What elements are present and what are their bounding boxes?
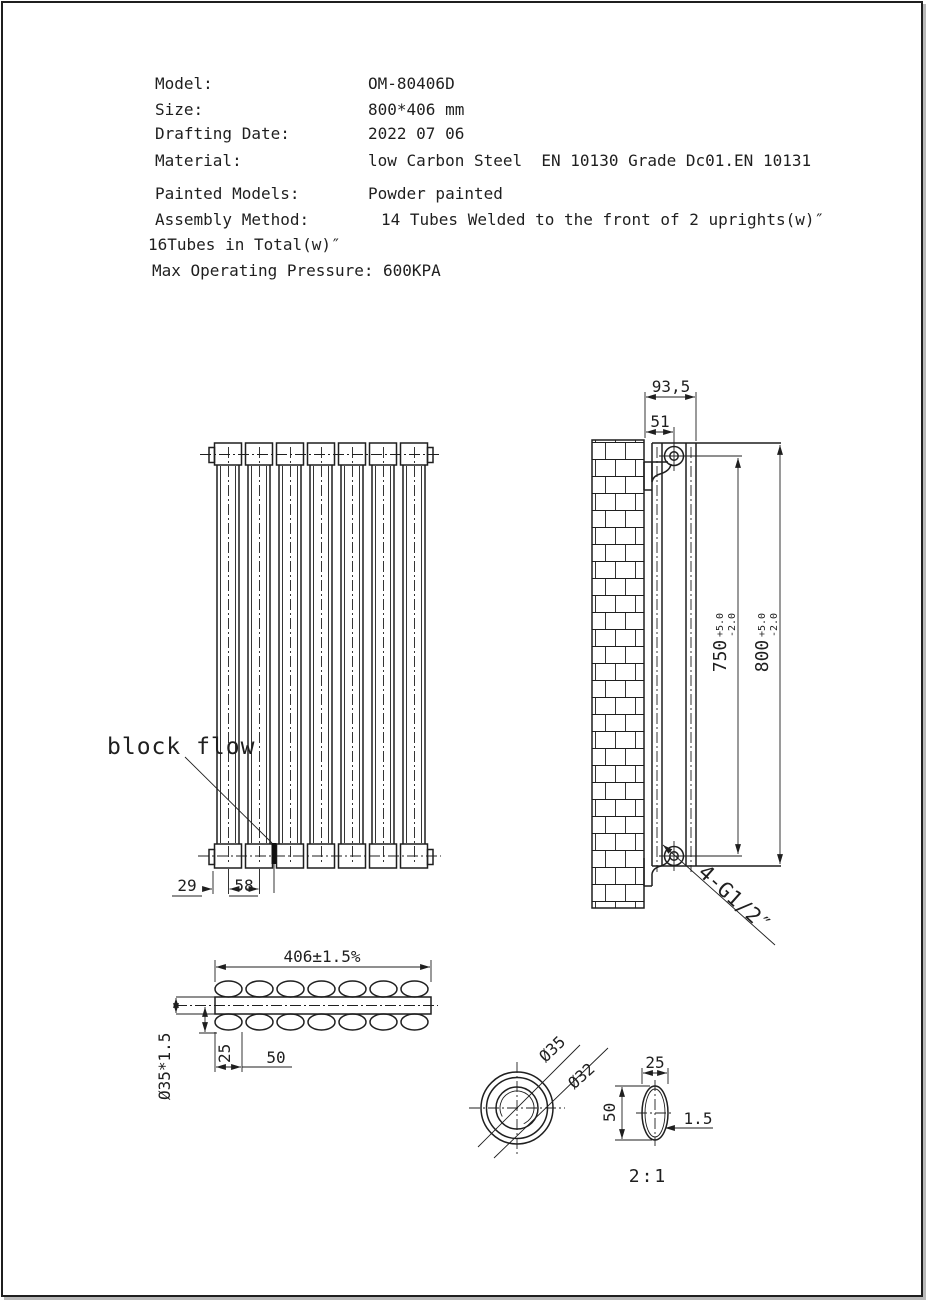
spec-label: Max Operating Pressure: (152, 261, 374, 280)
dim-tube-spec: Ø35*1.5 (155, 1032, 174, 1100)
spec-value: 2022 07 06 (368, 124, 465, 143)
front-view (107, 443, 441, 896)
block-flow-label: block flow (107, 734, 256, 760)
header-end-cap (209, 850, 215, 865)
side-view (592, 377, 781, 945)
dim-wall: 1.5 (683, 1109, 713, 1128)
header-end-cap (428, 850, 434, 865)
top-mount-boss (644, 442, 742, 490)
connection-label: 4-G1/2″ (693, 859, 776, 937)
spec-label: Material: (155, 151, 242, 170)
spec-label: Model: (155, 74, 213, 93)
dim-50-plan: 50 (266, 1048, 286, 1067)
svg-text:+5.0: +5.0 (757, 612, 768, 637)
svg-text:-2.0: -2.0 (727, 612, 738, 637)
dia-outer-label: Ø35 (535, 1032, 570, 1066)
header-end-cap (428, 448, 434, 463)
dim-29: 29 (177, 876, 197, 895)
plan-view (155, 947, 438, 1100)
spec-label: Size: (155, 100, 204, 119)
dim-50-oval: 50 (600, 1102, 619, 1122)
dia32-leader (494, 1048, 608, 1158)
svg-text:750: 750 (710, 639, 731, 673)
svg-text:+5.0: +5.0 (715, 612, 726, 637)
spec-value: 800*406 mm (368, 100, 465, 119)
dim-58: 58 (234, 876, 254, 895)
svg-text:800: 800 (752, 639, 773, 673)
dim-406: 406±1.5% (283, 947, 361, 966)
spec-label: Painted Models: (155, 184, 300, 203)
dim-93-5: 93,5 (651, 377, 691, 396)
dia35-leader (478, 1045, 580, 1147)
spec-label: Assembly Method: (155, 210, 310, 229)
spec-label: Drafting Date: (155, 124, 290, 143)
svg-text:-2.0: -2.0 (769, 612, 780, 637)
spec-value: Powder painted (368, 184, 503, 203)
dia-inner-label: Ø32 (564, 1059, 599, 1093)
dim-800 (752, 613, 780, 672)
spec-label: 16Tubes in Total(w)″ (148, 235, 341, 254)
spec-value: 600KPA (383, 261, 441, 280)
detail-circle (469, 1032, 608, 1158)
spec-value: low Carbon Steel EN 10130 Grade Dc01.EN 10131 (368, 151, 812, 170)
header-end-cap (209, 448, 215, 463)
dim-51: 51 (650, 412, 670, 431)
wall-bricks (592, 440, 644, 908)
dim-750 (710, 613, 738, 672)
spec-value: 14 Tubes Welded to the front of 2 uprights(w)″ (381, 210, 825, 229)
detail-oval (600, 1053, 713, 1187)
spec-value: OM-80406D (368, 74, 455, 93)
flow-blocker (272, 843, 277, 864)
detail-scale-label: 2:1 (628, 1166, 668, 1187)
dim-25-plan: 25 (215, 1043, 234, 1063)
dim-25-oval: 25 (645, 1053, 665, 1072)
